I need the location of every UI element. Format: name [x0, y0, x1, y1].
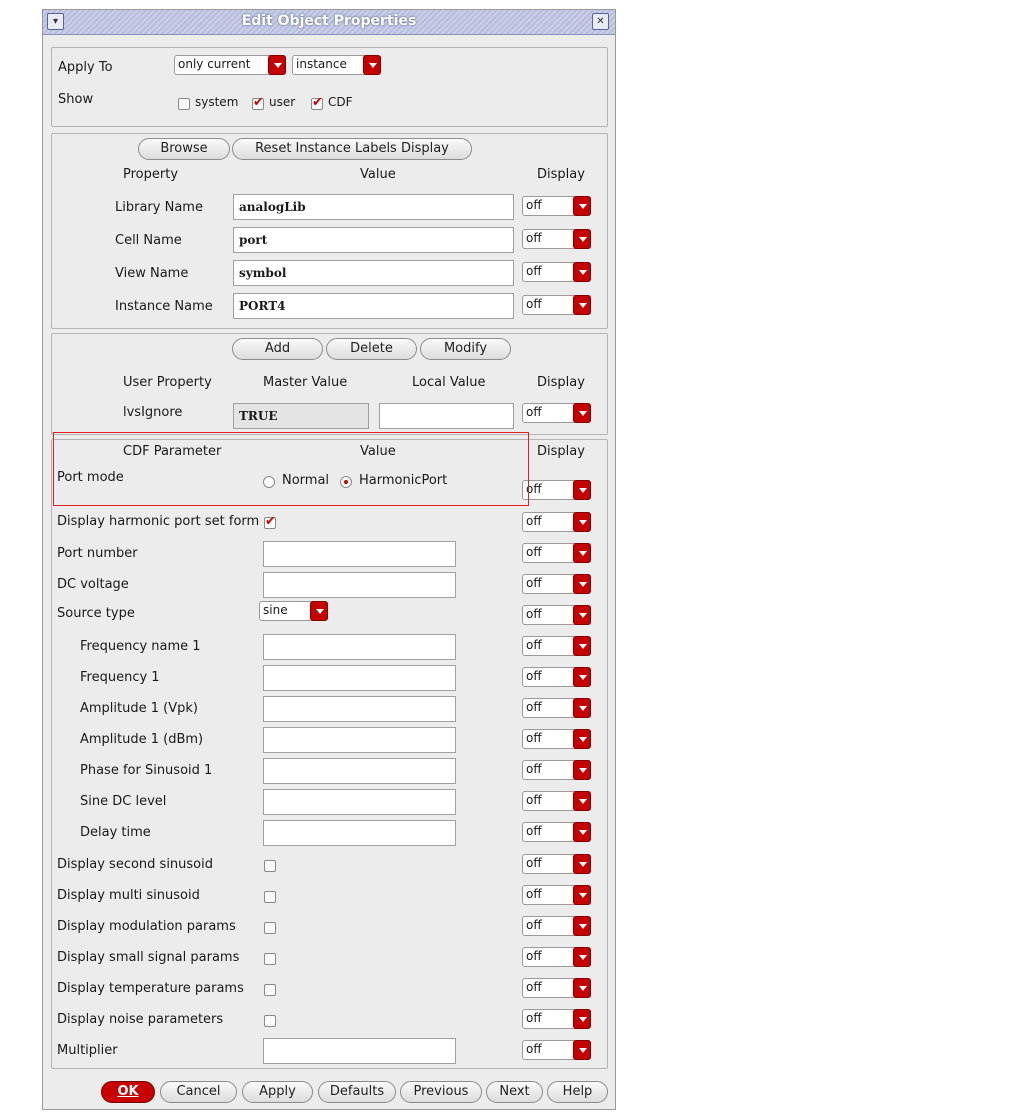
multi-sinusoid-label: Display multi sinusoid [57, 888, 200, 903]
show-system-checkbox[interactable] [178, 98, 190, 110]
small-signal-params-checkbox[interactable] [264, 953, 276, 965]
chevron-down-icon [573, 667, 591, 687]
modulation-params-display-select[interactable]: off [522, 916, 591, 936]
column-display: Display [537, 375, 585, 390]
column-local-value: Local Value [412, 375, 486, 390]
library-name-display-select[interactable]: off [522, 196, 591, 216]
chevron-down-icon [573, 916, 591, 936]
window-title: Edit Object Properties [241, 13, 417, 29]
apply-show-panel: Apply To only current instance Show system ✔ user ✔ CDF [51, 47, 608, 127]
modify-button[interactable]: Modify [420, 338, 511, 360]
chevron-down-icon [573, 698, 591, 718]
frequency-1-display-select[interactable]: off [522, 667, 591, 687]
chevron-down-icon [310, 601, 328, 621]
instance-name-display-select[interactable]: off [522, 295, 591, 315]
chevron-down-icon [573, 196, 591, 216]
lvsignore-local-field[interactable] [379, 403, 514, 429]
sine-dc-level-field[interactable] [263, 789, 456, 815]
chevron-down-icon [573, 822, 591, 842]
show-cdf-checkbox[interactable] [311, 98, 323, 110]
view-name-display-select[interactable]: off [522, 262, 591, 282]
frequency-name-1-label: Frequency name 1 [80, 639, 201, 654]
phase-sinusoid-1-display-select[interactable]: off [522, 760, 591, 780]
ok-button[interactable]: OK [101, 1081, 155, 1103]
chevron-down-icon [573, 760, 591, 780]
defaults-button[interactable]: Defaults [318, 1081, 396, 1103]
multiplier-label: Multiplier [57, 1043, 118, 1058]
delay-time-field[interactable] [263, 820, 456, 846]
cell-name-display-select[interactable]: off [522, 229, 591, 249]
view-name-field[interactable]: symbol [233, 260, 514, 286]
phase-sinusoid-1-field[interactable] [263, 758, 456, 784]
cell-name-label: Cell Name [115, 233, 182, 248]
source-type-label: Source type [57, 606, 135, 621]
temperature-params-display-select[interactable]: off [522, 978, 591, 998]
harmonic-port-form-label: Display harmonic port set form [57, 514, 260, 529]
apply-to-select[interactable]: only current [174, 55, 286, 75]
chevron-down-icon [573, 1009, 591, 1029]
dc-voltage-label: DC voltage [57, 577, 129, 592]
instance-properties-panel [51, 133, 608, 329]
amplitude-dbm-display-select[interactable]: off [522, 729, 591, 749]
view-name-label: View Name [115, 266, 189, 281]
window-menu-icon[interactable]: ▾ [47, 13, 64, 30]
chevron-down-icon [573, 574, 591, 594]
port-number-display-select[interactable]: off [522, 543, 591, 563]
source-type-select[interactable]: sine [259, 601, 328, 621]
multiplier-display-select[interactable]: off [522, 1040, 591, 1060]
frequency-1-label: Frequency 1 [80, 670, 160, 685]
noise-parameters-label: Display noise parameters [57, 1012, 224, 1027]
help-button[interactable]: Help [547, 1081, 608, 1103]
chevron-down-icon [573, 295, 591, 315]
delay-time-display-select[interactable]: off [522, 822, 591, 842]
chevron-down-icon [573, 885, 591, 905]
close-icon[interactable]: ✕ [592, 13, 609, 30]
show-user-checkbox[interactable] [252, 98, 264, 110]
sine-dc-level-display-select[interactable]: off [522, 791, 591, 811]
noise-parameters-display-select[interactable]: off [522, 1009, 591, 1029]
second-sinusoid-checkbox[interactable] [264, 860, 276, 872]
column-master-value: Master Value [263, 375, 348, 390]
chevron-down-icon [573, 854, 591, 874]
chevron-down-icon [573, 947, 591, 967]
apply-button[interactable]: Apply [242, 1081, 313, 1103]
chevron-down-icon [573, 512, 591, 532]
cell-name-field[interactable]: port [233, 227, 514, 253]
lvsignore-display-select[interactable]: off [522, 403, 591, 423]
chevron-down-icon [573, 262, 591, 282]
frequency-name-1-field[interactable] [263, 634, 456, 660]
amplitude-vpk-display-select[interactable]: off [522, 698, 591, 718]
port-mode-display-select[interactable]: off [522, 480, 591, 500]
column-property: Property [123, 167, 179, 182]
next-button[interactable]: Next [486, 1081, 543, 1103]
chevron-down-icon [268, 55, 286, 75]
instance-name-label: Instance Name [115, 299, 213, 314]
title-bar [43, 10, 615, 35]
amplitude-vpk-label: Amplitude 1 (Vpk) [80, 701, 198, 716]
multi-sinusoid-display-select[interactable]: off [522, 885, 591, 905]
port-number-label: Port number [57, 546, 138, 561]
column-display: Display [537, 167, 585, 182]
column-value: Value [360, 444, 396, 459]
modulation-params-checkbox[interactable] [264, 922, 276, 934]
column-value: Value [360, 167, 396, 182]
library-name-field[interactable]: analogLib [233, 194, 514, 220]
frequency-name-1-display-select[interactable]: off [522, 636, 591, 656]
library-name-label: Library Name [115, 200, 203, 215]
second-sinusoid-label: Display second sinusoid [57, 857, 213, 872]
browse-button[interactable]: Browse [138, 138, 230, 160]
show-label: Show [58, 92, 94, 107]
phase-sinusoid-1-label: Phase for Sinusoid 1 [80, 763, 213, 778]
sine-dc-level-label: Sine DC level [80, 794, 167, 809]
lvsignore-label: lvsIgnore [123, 405, 183, 420]
harmonic-port-form-checkbox[interactable] [264, 517, 276, 529]
chevron-down-icon [573, 729, 591, 749]
chevron-down-icon [573, 543, 591, 563]
amplitude-dbm-field[interactable] [263, 727, 456, 753]
chevron-down-icon [573, 605, 591, 625]
small-signal-params-label: Display small signal params [57, 950, 240, 965]
cancel-button[interactable]: Cancel [160, 1081, 237, 1103]
highlight-box [53, 432, 529, 506]
dc-voltage-display-select[interactable]: off [522, 574, 591, 594]
previous-button[interactable]: Previous [400, 1081, 482, 1103]
chevron-down-icon [573, 636, 591, 656]
port-number-field[interactable] [263, 541, 456, 567]
scope-select[interactable]: instance [292, 55, 381, 75]
delay-time-label: Delay time [80, 825, 151, 840]
delete-button[interactable]: Delete [326, 338, 417, 360]
harmonic-port-form-display-select[interactable]: off [522, 512, 591, 532]
chevron-down-icon [573, 978, 591, 998]
multi-sinusoid-checkbox[interactable] [264, 891, 276, 903]
lvsignore-master-field: TRUE [233, 403, 369, 429]
chevron-down-icon [573, 403, 591, 423]
source-type-display-select[interactable]: off [522, 605, 591, 625]
multiplier-field[interactable] [263, 1038, 456, 1064]
amplitude-dbm-label: Amplitude 1 (dBm) [80, 732, 204, 747]
chevron-down-icon [573, 229, 591, 249]
amplitude-vpk-field[interactable] [263, 696, 456, 722]
chevron-down-icon [573, 480, 591, 500]
column-user-property: User Property [123, 375, 212, 390]
column-display: Display [537, 444, 585, 459]
instance-name-field[interactable]: PORT4 [233, 293, 514, 319]
small-signal-params-display-select[interactable]: off [522, 947, 591, 967]
temperature-params-label: Display temperature params [57, 981, 244, 996]
apply-to-label: Apply To [58, 60, 113, 75]
chevron-down-icon [573, 1040, 591, 1060]
add-button[interactable]: Add [232, 338, 323, 360]
modulation-params-label: Display modulation params [57, 919, 236, 934]
frequency-1-field[interactable] [263, 665, 456, 691]
user-properties-panel [51, 333, 608, 435]
dc-voltage-field[interactable] [263, 572, 456, 598]
column-cdf-parameter: CDF Parameter [123, 444, 222, 459]
reset-labels-button[interactable]: Reset Instance Labels Display [232, 138, 472, 160]
port-mode-label: Port mode [57, 470, 124, 485]
temperature-params-checkbox[interactable] [264, 984, 276, 996]
noise-parameters-checkbox[interactable] [264, 1015, 276, 1027]
chevron-down-icon [363, 55, 381, 75]
second-sinusoid-display-select[interactable]: off [522, 854, 591, 874]
edit-object-properties-dialog [42, 9, 616, 1110]
cdf-parameters-panel: CDF Parameter Value Display Port mode Normal HarmonicPort off Display harmonic port set form ✔ off Port number off DC voltage off Source type sine off Frequency name 1 off Frequency 1 off Amplitude 1 (Vpk) off Amplitude 1 (dBm) off Phase for Sinusoid 1 off Sine DC level off Delay time off Display second sinusoid off Display multi sinusoid off Display modulation params off Display small signal params off Display temperature params off Display noise parameters off Multiplier off [51, 439, 608, 1069]
chevron-down-icon [573, 791, 591, 811]
